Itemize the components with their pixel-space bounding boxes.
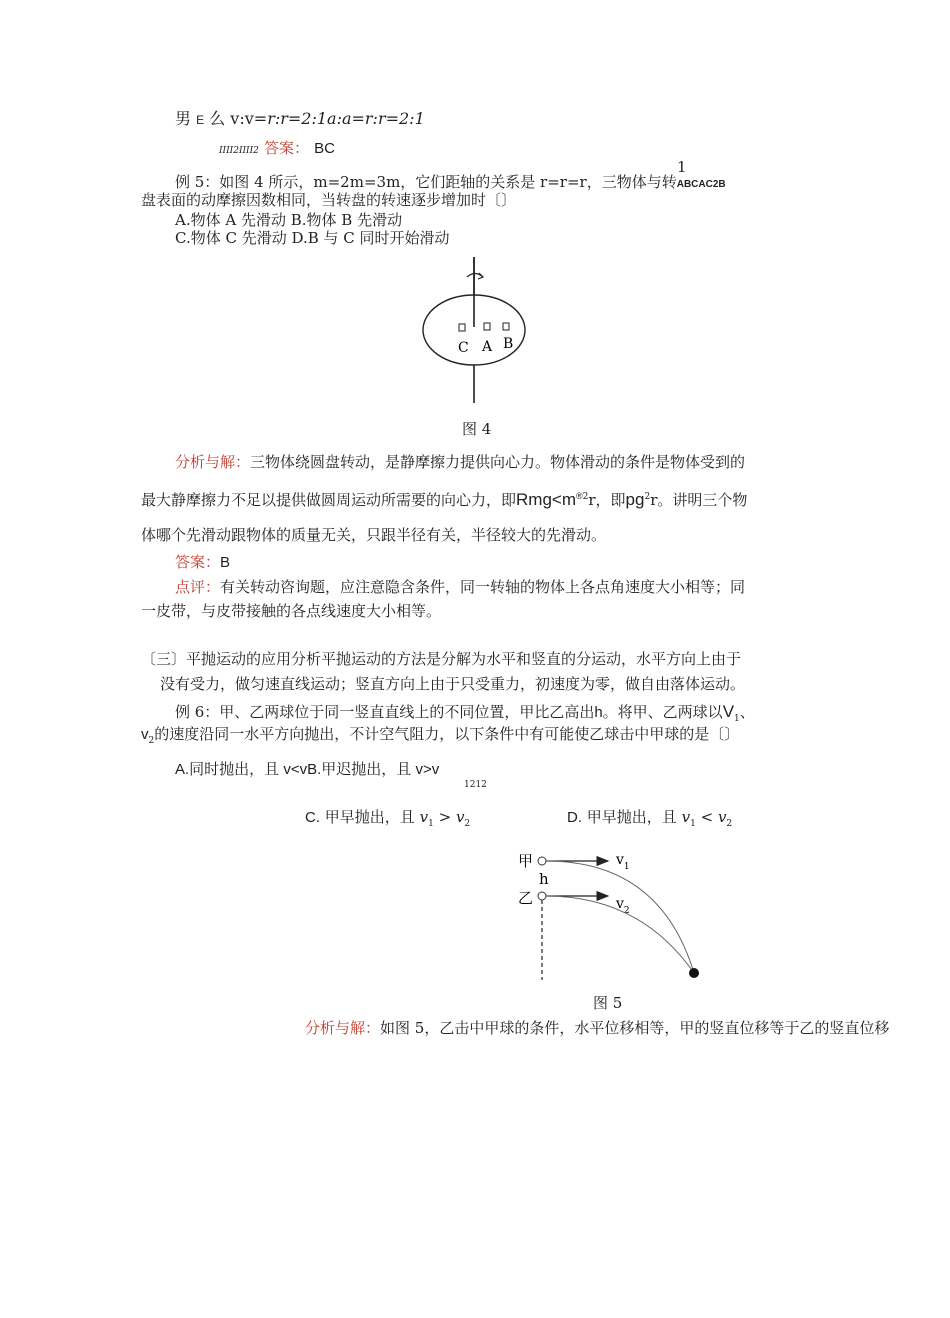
ratio-e: E <box>196 113 205 127</box>
label-jia: 甲 <box>518 852 534 870</box>
comment-line2: 一皮带，与皮带接触的各点线速度大小相等。 <box>141 602 442 620</box>
comment-line1 <box>175 580 745 595</box>
ex5-line1-text: 例 5：如图 4 所示，m=2m=3m，它们距轴的关系是 r=r=r，三物体与转 <box>175 173 677 191</box>
analysis5-p2-a: 最大静摩擦力不足以提供做圆周运动所需要的向心力，即 <box>141 491 517 509</box>
ex6-line1-b: 。将甲、乙两球以 <box>602 703 723 721</box>
figure-4 <box>415 255 565 405</box>
ball-yi <box>538 892 546 900</box>
figure-5-caption: 图 5 <box>593 994 623 1012</box>
analysis5-sup2: 2 <box>582 492 589 502</box>
ex5-options-cd: C.物体 C 先滑动 D.B 与 C 同时开始滑动 <box>175 229 450 247</box>
analysis5-p2-r: r，即 <box>588 491 626 509</box>
ratio-subscripts: IIII2IIII2 <box>219 146 259 156</box>
label-yi: 乙 <box>518 889 534 907</box>
option-c-sub1: 1 <box>428 819 434 829</box>
analysis5-label: 分析与解： <box>175 453 251 471</box>
option-c-v2: v <box>455 808 465 826</box>
comment-label: 点评： <box>175 578 221 596</box>
ex6-v2: v <box>141 726 149 743</box>
ex6-options-ab-text: A.同时抛出，且 v<vB.甲迟抛出，且 v>v <box>175 761 440 778</box>
option-c-prefix: C. <box>305 809 320 826</box>
option-d-op: < <box>700 808 714 826</box>
ex6-options-ab-subs: 1212 <box>464 780 487 790</box>
analysis5-p2 <box>141 491 747 508</box>
ex6-line2-text: 的速度沿同一水平方向抛出，不计空气阻力，以下条件中有可能使乙球击中甲球的是〔〕 <box>154 725 740 743</box>
answer-label: 答案： <box>264 139 310 157</box>
analysis5-answer-label: 答案： <box>175 553 221 571</box>
ex6-v: V <box>722 702 735 721</box>
comment-text1: 有关转动咨询题，应注意隐含条件，同一转轴的物体上各点角速度大小相等；同 <box>220 578 746 596</box>
sec3-line2: 没有受力，做匀速直线运动；竖直方向上由于只受重力，初速度为零，做自由落体运动。 <box>160 675 746 693</box>
ex5-line1 <box>175 175 726 190</box>
option-c-sub2: 2 <box>464 819 471 829</box>
ex6-option-c <box>305 810 470 829</box>
analysis6-text: 如图 5，乙击中甲球的条件，水平位移相等，甲的竖直位移等于乙的竖直位移 <box>380 1019 890 1037</box>
collision-point <box>689 968 699 978</box>
ratio-expr: r:r=2:1a:a=r:r=2:1 <box>267 109 425 128</box>
sec3-line1: 〔三〕平抛运动的应用分析平抛运动的方法是分解为水平和竖直的分运动，水平方向上由于 <box>141 650 742 668</box>
block-c <box>459 324 465 331</box>
answer-bc-line <box>219 140 335 156</box>
analysis5-sup2b: 2 <box>644 492 651 502</box>
answer-value: BC <box>314 140 335 157</box>
option-c-text: 甲早抛出，且 <box>324 808 415 826</box>
label-c: C <box>458 340 469 356</box>
label-a: A <box>482 339 493 355</box>
figure-4-caption: 图 4 <box>462 420 492 438</box>
option-c-op: > <box>438 808 452 826</box>
option-d-sub2: 2 <box>726 819 733 829</box>
analysis5-formula1: Rmg<m <box>516 490 576 509</box>
analysis6-line <box>305 1021 889 1036</box>
option-d-text: 甲早抛出，且 <box>586 808 677 826</box>
analysis6-label: 分析与解： <box>305 1019 381 1037</box>
option-d-v1: v <box>681 808 691 826</box>
ex6-line1 <box>175 703 755 724</box>
sup-one: 1 <box>677 158 687 176</box>
ex6-v-sub: 1 <box>734 714 740 724</box>
analysis5-sym: ® <box>576 491 583 501</box>
block-b <box>503 323 509 330</box>
analysis5-answer-value: B <box>220 554 231 571</box>
analysis5-answer <box>175 555 230 570</box>
label-b: B <box>503 336 514 352</box>
ex6-options-ab <box>175 762 439 777</box>
option-d-v2: v <box>717 808 727 826</box>
label-v2: $v_2$ <box>616 896 630 916</box>
label-h: h <box>539 870 549 888</box>
figure-5 <box>510 848 710 983</box>
ball-jia <box>538 857 546 865</box>
ratio-mid: 么 v:v= <box>209 109 268 128</box>
ratio-line <box>175 111 425 127</box>
label-v1: $v_1$ <box>616 852 630 872</box>
option-d-prefix: D. <box>567 809 582 826</box>
ex6-option-d <box>567 810 732 829</box>
ex5-subs: ABCAC2B <box>676 179 726 190</box>
analysis5-formula2: pg <box>625 490 645 509</box>
analysis5-p2-end: r。讲明三个物 <box>650 491 748 509</box>
block-a <box>484 323 490 330</box>
ex5-options-ab: A.物体 A 先滑动 B.物体 B 先滑动 <box>175 211 403 229</box>
ex6-line1-a: 例 6：甲、乙两球位于同一竖直直线上的不同位置，甲比乙高出 <box>175 703 595 721</box>
ex6-v2-sub: 2 <box>148 736 155 746</box>
analysis5-p1-text: 三物体绕圆盘转动，是静摩擦力提供向心力。物体滑动的条件是物体受到的 <box>250 453 746 471</box>
ex5-line2: 盘表面的动摩擦因数相同，当转盘的转速逐步增加时〔〕 <box>141 191 517 209</box>
option-c-v1: v <box>419 808 429 826</box>
ex6-line1-c: 、 <box>739 703 755 721</box>
ratio-prefix: 男 <box>175 109 192 128</box>
analysis5-p3: 体哪个先滑动跟物体的质量无关，只跟半径有关，半径较大的先滑动。 <box>141 526 607 544</box>
ex6-h: h <box>594 704 603 721</box>
option-d-sub1: 1 <box>690 819 696 829</box>
ex6-line2 <box>141 727 739 746</box>
trajectory-jia <box>546 861 694 973</box>
analysis5-p1 <box>175 455 745 470</box>
